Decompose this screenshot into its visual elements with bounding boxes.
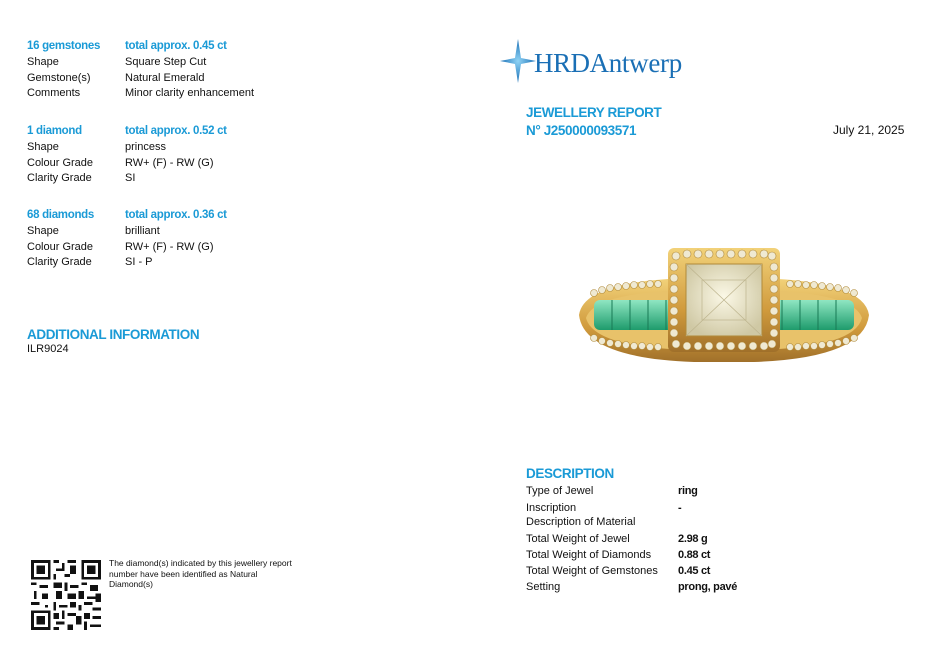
desc-row-material (526, 515, 737, 529)
report-header (526, 104, 661, 140)
row-value: prong, pavé (678, 581, 738, 593)
center-diamond-section (27, 124, 227, 187)
side-diamonds-section (27, 208, 227, 271)
desc-row-weight-gemstones (526, 563, 737, 579)
diamonds-count: 68 diamonds (27, 209, 94, 221)
row-label: Shape (27, 224, 59, 237)
row-label: Setting (526, 581, 561, 593)
row-label: Clarity Grade (27, 172, 92, 185)
row-label: Description of Material (526, 516, 636, 528)
row-value: 0.45 ct (678, 565, 711, 577)
row-label: Colour Grade (27, 240, 94, 253)
row-value: SI - P (125, 256, 153, 269)
desc-row-setting (526, 579, 737, 595)
row-value: ring (678, 485, 698, 497)
gemstones-section (27, 39, 254, 102)
row-value: RW+ (F) - RW (G) (125, 156, 214, 169)
row-value: RW+ (F) - RW (G) (125, 240, 214, 253)
diamond-weight: total approx. 0.52 ct (125, 125, 227, 137)
report-number: N° J250000093571 (526, 123, 637, 138)
row-label: Shape (27, 140, 59, 153)
additional-info-title: ADDITIONAL INFORMATION (27, 327, 200, 342)
qr-code-icon (31, 560, 101, 630)
desc-row-weight-jewel (526, 531, 737, 547)
report-date: July 21, 2025 (833, 123, 905, 137)
row-value: brilliant (125, 224, 160, 237)
gemstones-weight: total approx. 0.45 ct (125, 40, 227, 52)
hrd-antwerp-logo (534, 48, 682, 79)
row-label: Type of Jewel (526, 485, 594, 497)
row-value: Square Step Cut (125, 55, 207, 68)
ring-image (574, 240, 874, 380)
desc-row-inscription (526, 501, 737, 515)
row-label: Comments (27, 87, 81, 100)
diamonds-weight: total approx. 0.36 ct (125, 209, 227, 221)
row-label: Clarity Grade (27, 256, 92, 269)
description-section (526, 466, 737, 595)
row-value: - (678, 502, 682, 514)
row-label: Shape (27, 55, 59, 68)
row-value: Minor clarity enhancement (125, 87, 255, 100)
row-label: Total Weight of Diamonds (526, 549, 652, 561)
additional-info-section (27, 327, 199, 356)
logo-hrd: HRD (534, 48, 590, 78)
row-value: SI (125, 172, 136, 185)
report-title: JEWELLERY REPORT (526, 105, 662, 120)
desc-row-type (526, 483, 737, 499)
row-value: 0.88 ct (678, 549, 711, 561)
diamond-count: 1 diamond (27, 125, 82, 137)
row-value: princess (125, 140, 166, 153)
row-label: Total Weight of Jewel (526, 533, 630, 545)
row-label: Colour Grade (27, 156, 94, 169)
gemstones-count: 16 gemstones (27, 40, 101, 52)
natural-diamond-note: The diamond(s) indicated by this jewellery report number have been identified as Natural Diamond(s) (109, 558, 292, 589)
row-label: Total Weight of Gemstones (526, 565, 658, 577)
row-value: Natural Emerald (125, 71, 205, 84)
desc-row-weight-diamonds (526, 547, 737, 563)
row-label: Inscription (526, 502, 577, 514)
description-title: DESCRIPTION (526, 466, 614, 481)
logo-antwerp: Antwerp (589, 48, 682, 78)
additional-info-value: ILR9024 (27, 342, 69, 355)
row-value: 2.98 g (678, 533, 708, 545)
row-label: Gemstone(s) (27, 71, 91, 84)
